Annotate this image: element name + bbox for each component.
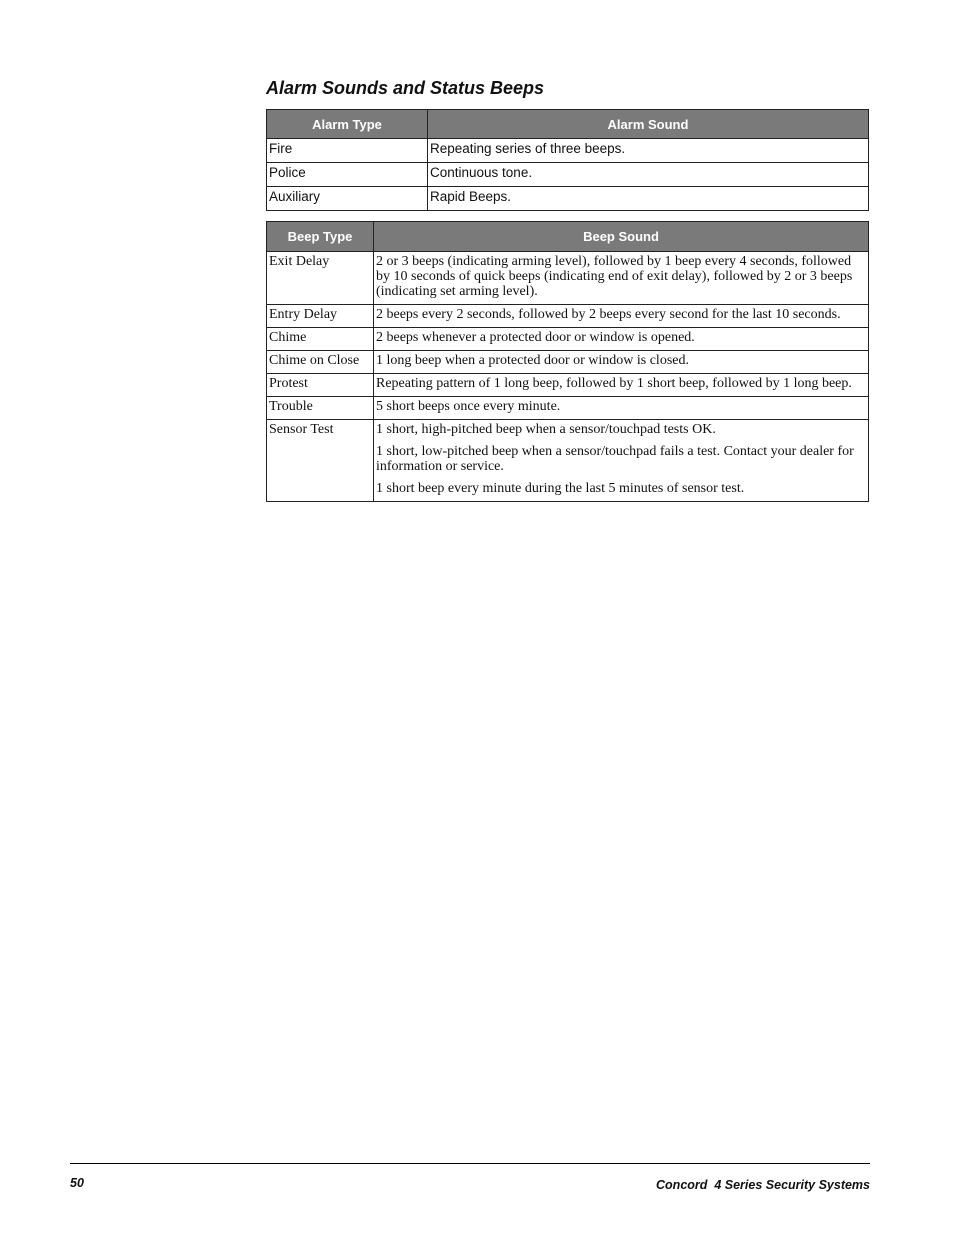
table-row bbox=[267, 139, 869, 163]
beep-sound-cell bbox=[374, 374, 869, 397]
beep-sound-text: 1 short beep every minute during the last 5 minutes of sensor test. bbox=[376, 481, 745, 496]
alarm-type-cell: Auxiliary bbox=[267, 187, 428, 211]
table-row bbox=[267, 305, 869, 328]
alarm-sound-cell: Rapid Beeps. bbox=[428, 187, 869, 211]
document-title: Concord 4 Series Security Systems bbox=[656, 1178, 870, 1192]
beep-table-header bbox=[267, 222, 869, 252]
header-alarm-type: Alarm Type bbox=[267, 110, 428, 139]
header-alarm-sound: Alarm Sound bbox=[428, 110, 869, 139]
header-beep-sound: Beep Sound bbox=[374, 222, 869, 252]
beep-sound-text: 2 beeps every 2 seconds, followed by 2 beeps every second for the last 10 seconds. bbox=[376, 307, 841, 322]
table-row bbox=[267, 328, 869, 351]
beep-sound-text: 5 short beeps once every minute. bbox=[376, 399, 561, 414]
beep-sound-cell bbox=[374, 328, 869, 351]
beep-sound-text: 1 long beep when a protected door or window is closed. bbox=[376, 353, 689, 368]
beep-sound-text: 1 short, low-pitched beep when a sensor/touchpad fails a test. Contact your dealer for information or service. bbox=[376, 444, 854, 474]
beep-type-cell: Entry Delay bbox=[267, 305, 374, 328]
table-row bbox=[267, 252, 869, 305]
beep-sound-text: Repeating pattern of 1 long beep, followed by 1 short beep, followed by 1 long beep. bbox=[376, 376, 852, 391]
beep-type-cell: Protest bbox=[267, 374, 374, 397]
table-row bbox=[267, 420, 869, 502]
header-beep-type: Beep Type bbox=[267, 222, 374, 252]
beep-type-cell: Trouble bbox=[267, 397, 374, 420]
table-row bbox=[267, 351, 869, 374]
table-row bbox=[267, 187, 869, 211]
table-row bbox=[267, 397, 869, 420]
beep-type-cell: Chime on Close bbox=[267, 351, 374, 374]
alarm-table-header bbox=[267, 110, 869, 139]
alarm-sound-cell: Repeating series of three beeps. bbox=[428, 139, 869, 163]
alarm-type-cell: Fire bbox=[267, 139, 428, 163]
section-title: Alarm Sounds and Status Beeps bbox=[266, 78, 545, 98]
beep-type-cell: Exit Delay bbox=[267, 252, 374, 305]
footer-divider bbox=[70, 1163, 870, 1164]
beep-sound-cell bbox=[374, 252, 869, 305]
alarm-type-cell: Police bbox=[267, 163, 428, 187]
beep-sound-cell bbox=[374, 351, 869, 374]
beep-type-cell: Chime bbox=[267, 328, 374, 351]
beep-sound-text: 2 beeps whenever a protected door or window is opened. bbox=[376, 330, 695, 345]
beep-sound-text: 1 short, high-pitched beep when a sensor/touchpad tests OK. bbox=[376, 422, 716, 437]
table-row bbox=[267, 163, 869, 187]
page-number: 50 bbox=[70, 1176, 84, 1190]
beep-sound-cell bbox=[374, 420, 869, 502]
table-row bbox=[267, 374, 869, 397]
beep-table bbox=[266, 221, 869, 502]
beep-sound-text: 2 or 3 beeps (indicating arming level), followed by 1 beep every 4 seconds, followed by 10 seconds of quick beeps (indicating end of exit delay), followed by 2 or 3 beeps (indicating set arming level). bbox=[376, 254, 853, 299]
alarm-sound-cell: Continuous tone. bbox=[428, 163, 869, 187]
beep-type-cell: Sensor Test bbox=[267, 420, 374, 502]
beep-sound-cell bbox=[374, 305, 869, 328]
alarm-table bbox=[266, 109, 869, 211]
beep-sound-cell bbox=[374, 397, 869, 420]
